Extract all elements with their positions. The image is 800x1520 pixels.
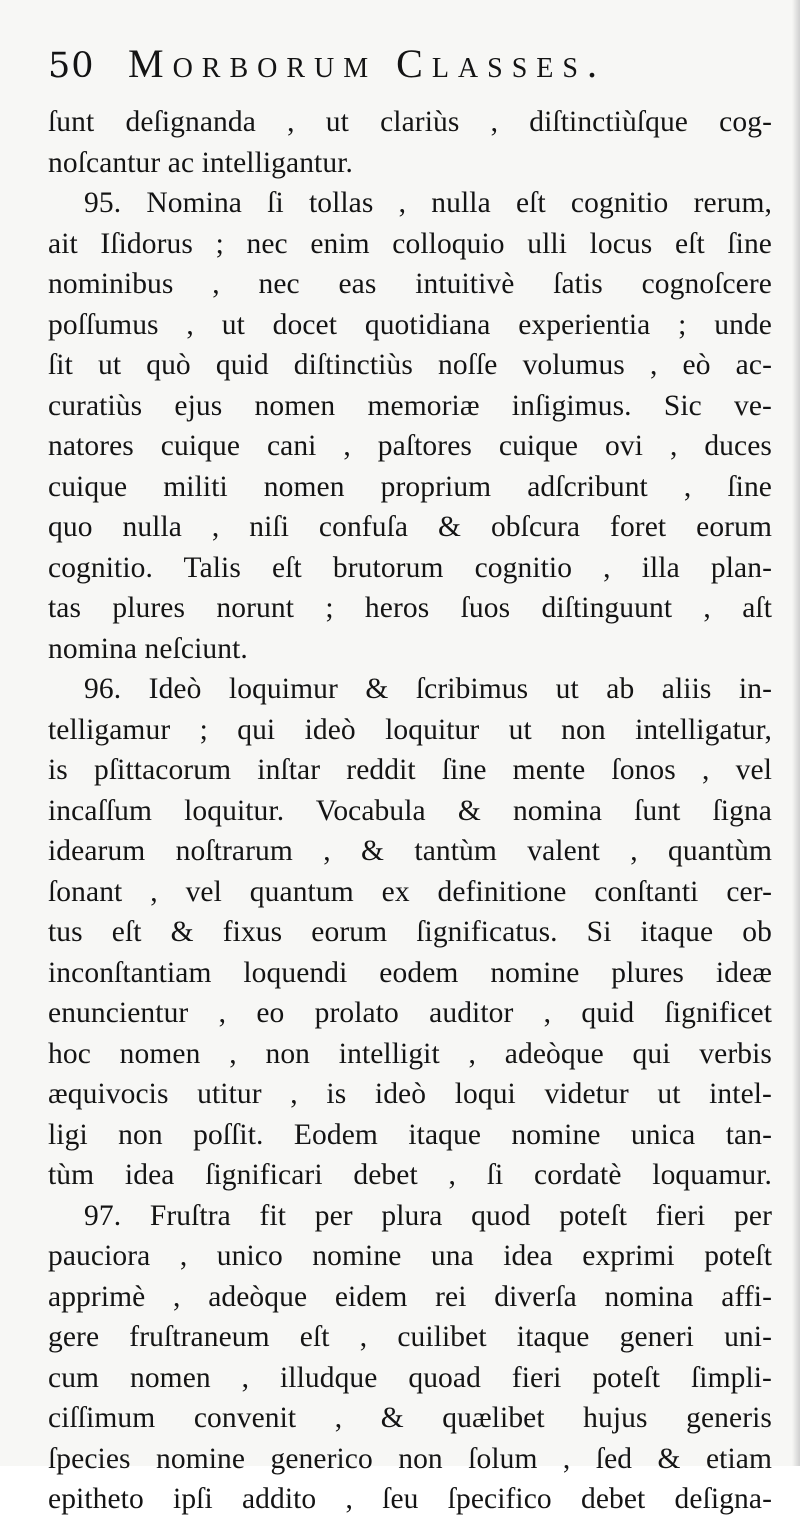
text-line: tas plures norunt ; heros ſuos diſtinguunt , aſt — [48, 592, 772, 624]
text-line: poſſumus , ut docet quotidiana experientia ; unde — [48, 308, 772, 341]
text-line: ait Iſidorus ; nec enim colloquio ulli locus eſt ſine — [48, 227, 772, 260]
text-line: enuncientur , eo prolato auditor , quid ſignificet — [48, 997, 772, 1029]
text-line: nomina neſciunt. — [48, 632, 248, 665]
text-line: cum nomen , illudque quoad fieri poteſt ſimpli- — [48, 1361, 772, 1394]
paragraph-continuation — [48, 102, 772, 183]
running-head — [48, 40, 772, 98]
text-line: quo nulla , niſi confuſa & obſcura foret eorum — [48, 511, 772, 543]
text-line: ſit ut quò quid diſtinctiùs noſſe volumus , eò ac- — [48, 349, 772, 381]
text-line: apprimè , adeòque eidem rei diverſa nomina affi- — [48, 1280, 772, 1313]
text-line: tùm idea ſignificari debet , ſi cordatè loquamur. — [48, 1159, 772, 1191]
text-line: epitheto ipſi addito , ſeu ſpecifico debet deſigna- — [48, 1483, 772, 1515]
running-title: Morborum Classes. — [128, 41, 606, 86]
paragraph-97 — [48, 1196, 772, 1520]
text-line: ſunt deſignanda , ut clariùs , diſtinctiùſque cog- — [48, 106, 772, 138]
text-line: pauciora , unico nomine una idea exprimi poteſt — [48, 1240, 772, 1272]
text-line: cuique militi nomen proprium adſcribunt , ſine — [48, 470, 772, 503]
text-line: æquivocis utitur , is ideò loqui videtur ut intel- — [48, 1078, 772, 1110]
text-line: noſcantur ac intelligantur. — [48, 146, 353, 179]
text-line: nominibus , nec eas intuitivè ſatis cognoſcere — [48, 268, 772, 300]
text-line: is pſittacorum inſtar reddit ſine mente ſonos , vel — [48, 754, 772, 786]
text-line: idearum noſtrarum , & tantùm valent , quantùm — [48, 835, 772, 867]
text-line: natores cuique cani , paſtores cuique ovi , duces — [48, 430, 772, 462]
text-line: 95. Nomina ſi tollas , nulla eſt cognitio rerum, — [84, 187, 772, 219]
text-line: ſpecies nomine generico non ſolum , ſed & etiam — [48, 1442, 772, 1475]
text-line: gere fruſtraneum eſt , cuilibet itaque generi uni- — [48, 1321, 772, 1353]
paragraph-95 — [48, 183, 772, 669]
page-number: 50 — [48, 46, 95, 86]
text-line: 97. Fruſtra fit per plura quod poteſt fieri per — [84, 1199, 772, 1232]
text-line: telligamur ; qui ideò loquitur ut non intelligatur, — [48, 713, 772, 746]
text-line: cognitio. Talis eſt brutorum cognitio , illa plan- — [48, 551, 772, 584]
body-text — [48, 102, 772, 1520]
text-line: hoc nomen , non intelligit , adeòque qui verbis — [48, 1037, 772, 1070]
text-line: curatiùs ejus nomen memoriæ inſigimus. Sic ve- — [48, 389, 772, 422]
text-line: 96. Ideò loquimur & ſcribimus ut ab aliis in- — [84, 673, 772, 705]
text-line: ligi non poſſit. Eodem itaque nomine unica tan- — [48, 1118, 772, 1151]
text-line: incaſſum loquitur. Vocabula & nomina ſunt ſigna — [48, 794, 772, 827]
text-line: tus eſt & fixus eorum ſignificatus. Si itaque ob — [48, 916, 772, 948]
paragraph-96 — [48, 669, 772, 1196]
text-line: ciſſimum convenit , & quælibet hujus generis — [48, 1402, 772, 1434]
text-line: inconſtantiam loquendi eodem nomine plures ideæ — [48, 956, 772, 989]
text-line: ſonant , vel quantum ex definitione conſtanti cer- — [48, 875, 772, 908]
